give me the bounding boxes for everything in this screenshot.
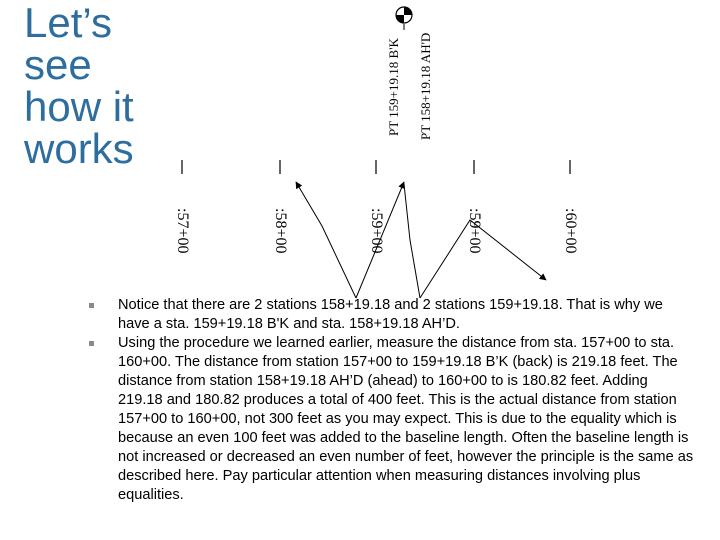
title-line: see <box>24 41 92 88</box>
bullet-square-icon <box>89 341 94 346</box>
station-ticks <box>182 160 570 174</box>
title-line: Let’s <box>24 0 112 46</box>
bullet-item <box>86 296 696 334</box>
bullet-text: Notice that there are 2 stations 158+19.18 and 2 stations 159+19.18. That is why we have a sta. 159+19.18 B'K and sta. 158+19.18 AH’D. <box>118 297 663 332</box>
station-label: :59+00 <box>368 208 385 254</box>
title-line: how it <box>24 83 134 130</box>
pt-label-back: PT 159+19.18 B'K <box>386 38 401 136</box>
station-label: :59+00 <box>466 208 483 254</box>
pt-symbol-icon <box>396 7 412 23</box>
station-label: :57+00 <box>174 208 191 254</box>
leader-arrow-1 <box>296 182 356 298</box>
bullet-square-icon <box>89 303 94 308</box>
leader-arrow-2 <box>356 182 404 298</box>
pt-label-ahead: PT 158+19.18 AH'D <box>418 32 433 140</box>
bullet-text: Using the procedure we learned earlier, measure the distance from sta. 157+00 to sta. 160+00. The distance from station 157+00 to 159+19.18 B’K (back) is 219.18 feet. The distance from station 158+19.18 AH’D (ahead) to 160+00 to is 180.82 feet. Adding 219.18 and 180.82 produces a total of 400 feet. This is the actual distance from station 157+00 to 160+00, not 300 feet as you may expect. This is due to the equality which is because an even 100 feet was added to the baseline length. Often the baseline length is not increased or decreased an even number of feet, however the principle is the same as described here. Pay particular attention when measuring distances involving plus equalities. <box>118 335 694 503</box>
station-label: :60+00 <box>562 208 579 254</box>
leader-lines <box>296 182 546 298</box>
leader-arrow-3 <box>404 184 420 298</box>
station-label: :58+00 <box>272 208 289 254</box>
bullet-list <box>86 296 696 505</box>
bullet-item <box>86 334 696 505</box>
title-line: works <box>24 125 134 172</box>
